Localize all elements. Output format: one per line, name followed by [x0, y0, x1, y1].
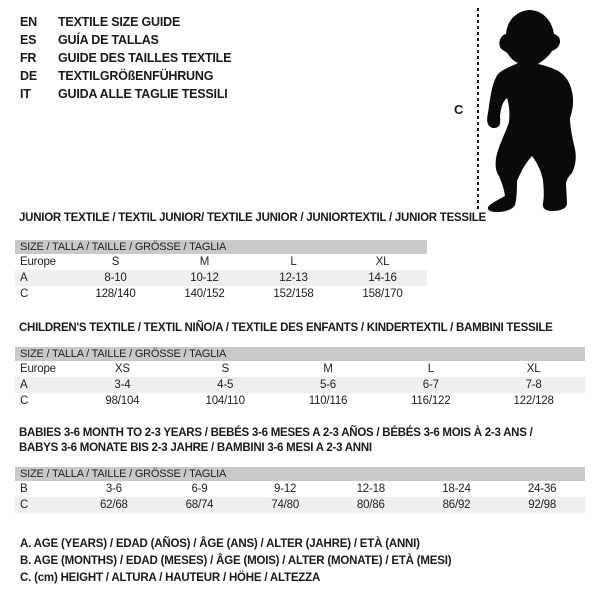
junior-size-table [15, 254, 427, 302]
value-cell: 80/86 [356, 499, 385, 511]
table-row [15, 361, 585, 377]
value-cell: XL [375, 256, 390, 268]
table-row [15, 497, 585, 513]
value-cell: 122/128 [513, 395, 554, 407]
height-measure-label: C [454, 102, 464, 117]
value-cell: 98/104 [105, 395, 140, 407]
row-label-cell: Europe [20, 256, 56, 268]
row-label-cell: A [20, 272, 28, 284]
value-cell: XL [526, 363, 541, 375]
junior-size-header-bar: SIZE / TALLA / TAILLE / GRÖSSE / TAGLIA [15, 240, 427, 254]
table-row [15, 377, 585, 393]
babies-size-header-bar: SIZE / TALLA / TAILLE / GRÖSSE / TAGLIA [15, 467, 585, 481]
junior-table-title: JUNIOR TEXTILE / TEXTIL JUNIOR/ TEXTILE JUNIOR / JUNIORTEXTIL / JUNIOR TESSILE [19, 212, 486, 224]
language-code: ES [20, 33, 37, 47]
value-cell: 110/116 [308, 395, 348, 407]
value-cell: 104/110 [205, 395, 245, 407]
value-cell: 5-6 [319, 379, 336, 391]
value-cell: 68/74 [185, 499, 214, 511]
value-cell: 140/152 [184, 288, 225, 300]
row-label-cell: C [20, 395, 29, 407]
language-row [20, 67, 231, 85]
value-cell: 12-13 [279, 272, 308, 284]
footnote: A. AGE (YEARS) / EDAD (AÑOS) / ÂGE (ANS) / ALTER (JAHRE) / ETÀ (ANNI) [20, 538, 420, 550]
footnote: C. (cm) HEIGHT / ALTURA / HAUTEUR / HÖHE / ALTEZZA [20, 572, 321, 584]
table-row [15, 393, 585, 409]
row-label-cell: A [20, 379, 28, 391]
value-cell: 86/92 [442, 499, 471, 511]
babies-table-title-line1: BABIES 3-6 MONTH TO 2-3 YEARS / BEBÉS 3-6 MESES A 2-3 AÑOS / BÉBÉS 3-6 MOIS À 2-3 ANS / [19, 427, 533, 439]
value-cell: L [427, 363, 434, 375]
value-cell: 62/68 [99, 499, 128, 511]
table-row [15, 286, 427, 302]
value-cell: 24-36 [527, 483, 557, 495]
children-size-table [15, 361, 585, 409]
value-cell: 18-24 [442, 483, 471, 495]
row-label-cell: B [20, 483, 28, 495]
babies-table-title-line2: BABYS 3-6 MONATE BIS 2-3 JAHRE / BAMBINI 3-6 MESI A 2-3 ANNI [19, 442, 372, 454]
value-cell: 152/158 [273, 288, 314, 300]
table-row [15, 481, 585, 497]
footnote: B. AGE (MONTHS) / EDAD (MESES) / ÂGE (MOIS) / ALTER (MONATE) / ETÀ (MESI) [20, 555, 452, 567]
language-row [20, 31, 231, 49]
language-label: TEXTILGRÖßENFÜHRUNG [58, 69, 214, 83]
language-row [20, 13, 231, 31]
language-label: GUIDA ALLE TAGLIE TESSILI [58, 87, 228, 101]
value-cell: L [290, 256, 297, 268]
language-code: EN [20, 15, 37, 29]
language-label: GUIDE DES TAILLES TEXTILE [58, 51, 232, 65]
value-cell: 4-5 [217, 379, 234, 391]
row-label-cell: C [20, 499, 29, 511]
value-cell: 9-12 [274, 483, 297, 495]
value-cell: 7-8 [525, 379, 542, 391]
table-row [15, 270, 427, 286]
footnotes [20, 536, 451, 587]
toddler-silhouette-icon [484, 8, 596, 212]
language-row [20, 85, 231, 103]
value-cell: 12-18 [356, 483, 385, 495]
language-row [20, 49, 231, 67]
value-cell: M [323, 363, 333, 375]
height-measure-dashed-line [477, 8, 479, 212]
value-cell: 6-9 [191, 483, 208, 495]
value-cell: S [221, 363, 229, 375]
value-cell: 128/140 [95, 288, 136, 300]
value-cell: 3-6 [105, 483, 122, 495]
language-label: GUÍA DE TALLAS [58, 33, 159, 47]
value-cell: 8-10 [104, 272, 127, 284]
language-code: DE [20, 69, 37, 83]
value-cell: 74/80 [271, 499, 300, 511]
babies-size-table [15, 481, 585, 513]
table-row [15, 254, 427, 270]
children-size-header-bar: SIZE / TALLA / TAILLE / GRÖSSE / TAGLIA [15, 347, 585, 361]
value-cell: 92/98 [528, 499, 557, 511]
language-code: IT [20, 87, 31, 101]
value-cell: 14-16 [368, 272, 397, 284]
value-cell: M [199, 256, 210, 268]
row-label-cell: Europe [20, 363, 56, 375]
language-code: FR [20, 51, 37, 65]
value-cell: S [111, 256, 120, 268]
value-cell: 3-4 [114, 379, 131, 391]
children-table-title: CHILDREN'S TEXTILE / TEXTIL NIÑO/A / TEXTILE DES ENFANTS / KINDERTEXTIL / BAMBINI TESSILE [19, 322, 553, 334]
value-cell: 6-7 [422, 379, 439, 391]
language-label: TEXTILE SIZE GUIDE [58, 15, 181, 29]
value-cell: XS [114, 363, 130, 375]
language-guide [20, 13, 231, 103]
value-cell: 10-12 [190, 272, 219, 284]
value-cell: 158/170 [362, 288, 403, 300]
value-cell: 116/122 [411, 395, 451, 407]
row-label-cell: C [20, 288, 29, 300]
